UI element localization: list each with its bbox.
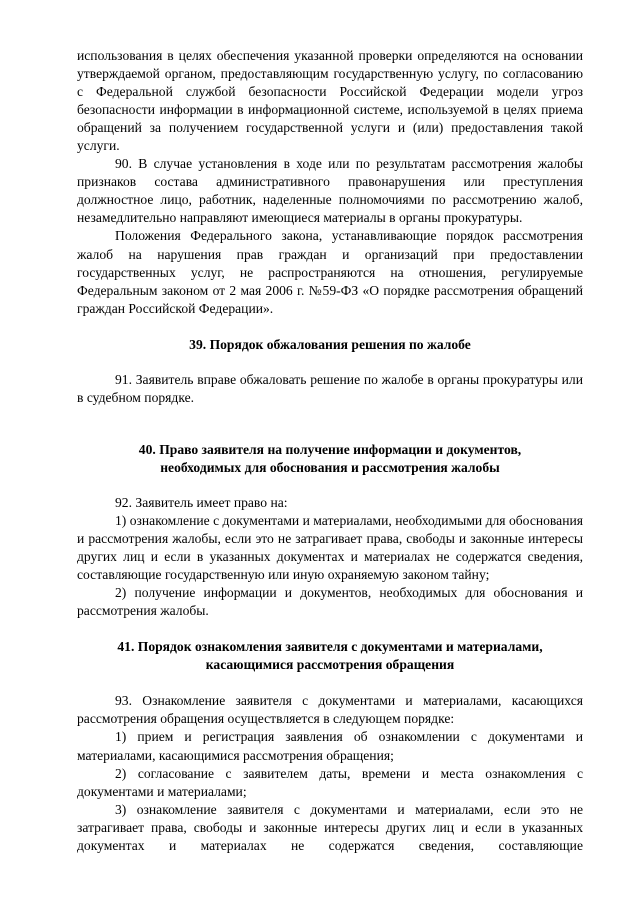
paragraph-93-item-3: 3) ознакомление заявителя с документами и материалами, если это не затрагивает права, свободы и законные интересы других лиц и если в указанных документах и материалах не содержатся сведения, составляющие: [77, 801, 583, 853]
paragraph-92: 92. Заявитель имеет право на:: [115, 494, 288, 510]
section-heading-40: [77, 441, 583, 477]
paragraph-law-provisions: Положения Федерального закона, устанавливающие порядок рассмотрения жалоб на нарушения прав граждан и организаций при предоставлении государственных услуг, не распространяются на отношения, регулируемые Федеральным законом от 2 мая 2006 г. №59-ФЗ «О порядке рассмотрения обращений граждан Российской Федерации».: [77, 228, 583, 316]
paragraph-93-item-1: 1) прием и регистрация заявления об ознакомлении с документами и материалами, касающимися рассмотрения обращения;: [77, 729, 583, 763]
section-heading-41: [77, 638, 583, 674]
paragraph-intro: использования в целях обеспечения указанной проверки определяются на основании утверждаемой органом, предоставляющим государственную услугу, по согласованию с Федеральной службой безопасности Российской Федерации модели угроз безопасности информации в информационной системе, используемой в целях приема обращений за получением государственной услуги и (или) предоставления такой услуги.: [77, 48, 583, 154]
section-heading-41-line1: 41. Порядок ознакомления заявителя с документами и материалами,: [117, 639, 543, 655]
section-heading-39: 39. Порядок обжалования решения по жалобе: [189, 336, 471, 352]
section-heading-40-line2: необходимых для обоснования и рассмотрения жалобы: [160, 459, 500, 475]
page-content: [77, 47, 583, 855]
paragraph-93: 93. Ознакомление заявителя с документами и материалами, касающихся рассмотрения обращения осуществляется в следующем порядке:: [77, 693, 583, 727]
paragraph-91: 91. Заявитель вправе обжаловать решение по жалобе в органы прокуратуры или в судебном порядке.: [77, 371, 583, 405]
paragraph-92-item-2: 2) получение информации и документов, необходимых для обоснования и рассмотрения жалобы.: [77, 585, 583, 619]
paragraph-90: 90. В случае установления в ходе или по результатам рассмотрения жалобы признаков состава административного правонарушения или преступления должностное лицо, работник, наделенные полномочиями по рассмотрению жалоб, незамедлительно направляют имеющиеся материалы в органы прокуратуры.: [77, 156, 583, 226]
section-heading-41-line2: касающимися рассмотрения обращения: [205, 657, 455, 673]
section-heading-40-line1: 40. Право заявителя на получение информации и документов,: [138, 441, 522, 457]
paragraph-93-item-2: 2) согласование с заявителем даты, времени и места ознакомления с документами и материалами;: [77, 765, 583, 799]
paragraph-92-item-1: 1) ознакомление с документами и материалами, необходимыми для обоснования и рассмотрения жалобы, если это не затрагивает права, свободы и законные интересы других лиц и если в указанных документах и материалах не содержатся сведения, составляющие государственную или иную охраняемую законом тайну;: [77, 512, 583, 583]
